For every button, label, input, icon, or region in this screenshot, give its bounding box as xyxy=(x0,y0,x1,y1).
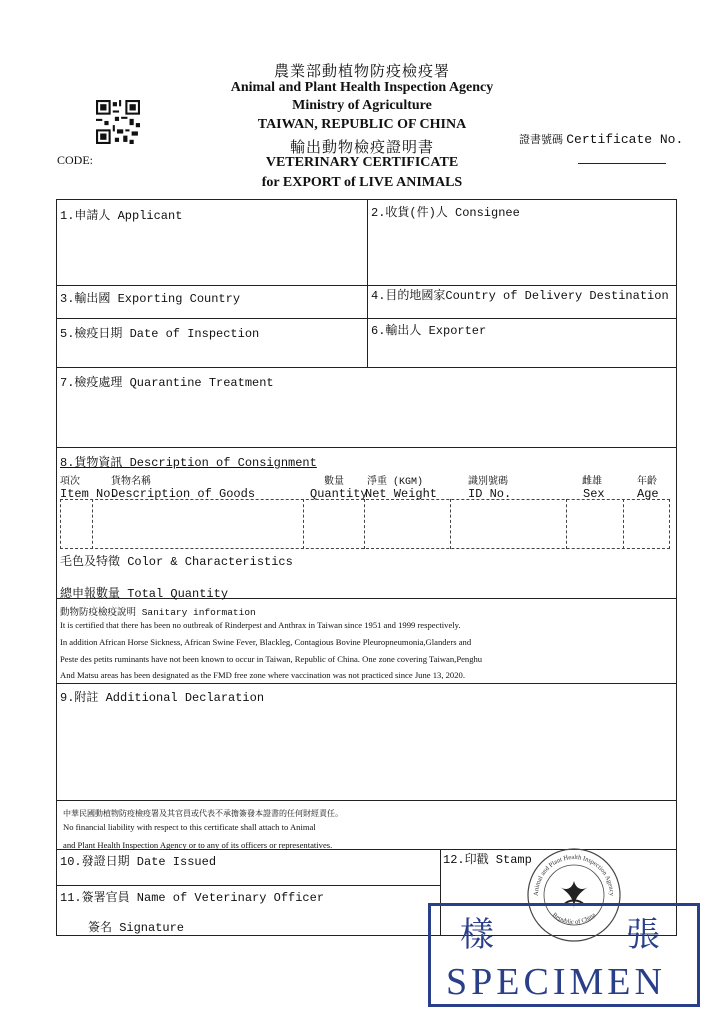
consignee-field[interactable]: 2.收貨(件)人 Consignee xyxy=(371,206,520,220)
table-cell-divider xyxy=(303,499,304,549)
col-qty-en: Quantity xyxy=(310,487,368,501)
certificate-number-line xyxy=(578,163,666,164)
total-quantity-field[interactable]: 總申報數量 Total Quantity xyxy=(60,587,229,601)
applicant-field[interactable]: 1.申請人 Applicant xyxy=(60,209,183,223)
certificate-title-zh: 輸出動物檢疫證明書 xyxy=(289,138,434,156)
col-sex-en: Sex xyxy=(583,487,605,501)
col-desc-zh: 貨物名稱 xyxy=(111,477,151,488)
col-weight-zh: 淨重 (KGM) xyxy=(367,477,424,488)
sanitary-line-3: Peste des petits ruminants have not been known to occur in Taiwan, Republic of China. One zone covering Taiwan,Penghu xyxy=(60,654,483,664)
quarantine-field[interactable]: 7.檢疫處理 Quarantine Treatment xyxy=(60,376,274,390)
certificate-title-en: VETERINARY CERTIFICATE xyxy=(265,155,459,170)
qr-code-icon xyxy=(96,100,140,144)
sanitary-title: 動物防疫檢疫說明 Sanitary information xyxy=(60,607,256,618)
col-age-en: Age xyxy=(637,487,659,501)
stamp-field: 12.印戳 Stamp xyxy=(443,853,532,867)
inspection-date-field[interactable]: 5.檢疫日期 Date of Inspection xyxy=(60,327,260,341)
destination-field[interactable]: 4.目的地國家Country of Delivery Destination xyxy=(371,289,669,303)
row-divider-4 xyxy=(56,447,677,448)
row-divider-3 xyxy=(56,367,677,368)
country-name: TAIWAN, REPUBLIC OF CHINA xyxy=(257,117,467,132)
sanitary-line-2: In addition African Horse Sickness, African Swine Fever, Blackleg, Contagious Bovine Pleuropneumonia,Glanders and xyxy=(60,637,472,647)
certificate-number-zh: 證書號碼 xyxy=(519,133,563,146)
table-cell-divider xyxy=(623,499,624,549)
liability-zh: 中華民國動植物防疫檢疫署及其官員或代表不承擔簽發本證書的任何財經責任。 xyxy=(63,809,343,818)
col-qty-zh: 數量 xyxy=(324,477,344,488)
certificate-number-label xyxy=(519,131,683,147)
specimen-zh-right: 張 xyxy=(626,915,660,955)
col-id-en: ID No. xyxy=(468,487,512,501)
table-cell-divider xyxy=(364,499,365,549)
consignment-heading: 8.貨物資訊 Description of Consignment xyxy=(60,456,317,470)
code-label: CODE: xyxy=(57,153,93,167)
agency-name-zh: 農業部動植物防疫檢疫署 xyxy=(273,62,450,80)
specimen-text: SPECIMEN xyxy=(446,961,666,1003)
liability-en-1: No financial liability with respect to this certificate shall attach to Animal xyxy=(63,822,316,832)
seal-bottom-text: Republic of China xyxy=(550,911,598,926)
sanitary-line-1: It is certified that there has been no outbreak of Rinderpest and Anthrax in Taiwan since 1951 and 1999 respectively. xyxy=(60,620,461,630)
row-divider-9 xyxy=(56,885,440,886)
specimen-zh-left: 樣 xyxy=(460,915,494,955)
seal-top-text: Animal and Plant Health Inspection Agency xyxy=(532,853,616,897)
col-weight-en: Net Weight xyxy=(365,487,438,501)
liability-en-2: and Plant Health Inspection Agency or to any of its officers or representatives. xyxy=(63,840,333,850)
col-desc-en: Description of Goods xyxy=(111,487,256,501)
exporting-country-field[interactable]: 3.輸出國 Exporting Country xyxy=(60,292,241,306)
agency-name-en: Animal and Plant Health Inspection Agency xyxy=(230,80,494,95)
certificate-subtitle: for EXPORT of LIVE ANIMALS xyxy=(261,175,463,190)
exporter-field[interactable]: 6.輸出人 Exporter xyxy=(371,324,487,338)
ministry-name: Ministry of Agriculture xyxy=(292,98,432,113)
table-row[interactable] xyxy=(60,499,670,549)
date-issued-field[interactable]: 10.發證日期 Date Issued xyxy=(60,855,217,869)
col-item-zh: 項次 xyxy=(60,477,80,488)
sanitary-line-4: And Matsu areas has been designated as the FMD free zone where vaccination was not practiced since June 13, 2020. xyxy=(60,670,465,680)
col-age-zh: 年齡 xyxy=(637,477,657,488)
row-divider-6 xyxy=(56,683,677,684)
table-cell-divider xyxy=(566,499,567,549)
additional-declaration-field[interactable]: 9.附註 Additional Declaration xyxy=(60,691,265,705)
col-id-zh: 識別號碼 xyxy=(468,477,508,488)
col-sex-zh: 雌雄 xyxy=(582,477,602,488)
table-cell-divider xyxy=(450,499,451,549)
veterinary-officer-field[interactable]: 11.簽署官員 Name of Veterinary Officer xyxy=(60,891,325,905)
col-item-en: Item No. xyxy=(60,487,118,501)
table-cell-divider xyxy=(92,499,93,549)
color-characteristics-field[interactable]: 毛色及特徵 Color & Characteristics xyxy=(60,555,293,569)
row-divider-7 xyxy=(56,800,677,801)
col-divider-top xyxy=(367,199,368,367)
certificate-number-en: Certificate No. xyxy=(566,132,684,147)
signature-field[interactable]: 簽名 Signature xyxy=(88,921,185,935)
